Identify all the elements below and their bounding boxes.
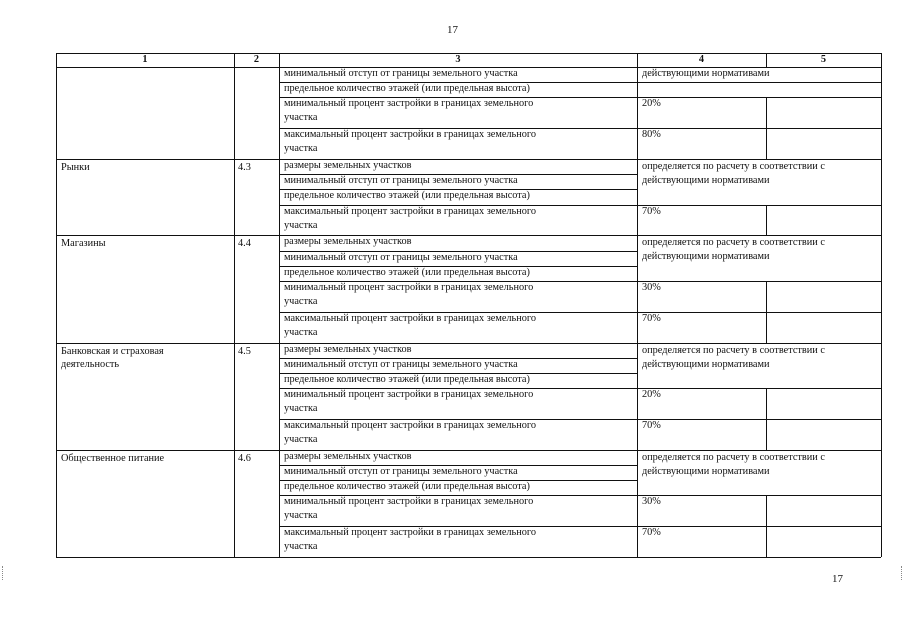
merged-value-text: действующими нормативами [642, 251, 770, 263]
parameter-text: минимальный процент застройки в границах земельного [284, 496, 534, 508]
parameter-text: предельное количество этажей (или предельная высота) [284, 481, 530, 493]
column5-divider [766, 495, 767, 526]
row-code: 4.4 [238, 238, 251, 250]
column-header-5: 5 [820, 54, 827, 65]
value-divider [637, 419, 881, 420]
parameter-text: размеры земельных участков [284, 160, 412, 171]
zoning-parameters-table [56, 53, 881, 560]
group-divider [56, 343, 881, 344]
scan-edge-mark [901, 566, 904, 580]
parameter-text: минимальный процент застройки в границах земельного [284, 389, 534, 401]
parameter-text: участка [284, 403, 318, 415]
row-name: Банковская и страховая [61, 345, 164, 357]
parameter-text: минимальный процент застройки в границах земельного [284, 282, 534, 293]
column-header-1: 1 [142, 54, 148, 65]
column-border-4 [881, 53, 882, 557]
value-divider [637, 128, 881, 129]
merged-value-text: определяется по расчету в соответствии с [642, 451, 825, 463]
merged-value-text: действующими нормативами [642, 358, 770, 370]
column-border-0 [56, 53, 57, 557]
scan-edge-mark [2, 566, 5, 580]
value-text: 70% [642, 420, 661, 431]
column5-divider [766, 281, 767, 312]
value-text: 80% [642, 129, 661, 141]
parameter-text: участка [284, 541, 318, 553]
merged-value-text: определяется по расчету в соответствии с [642, 161, 825, 172]
column5-divider [766, 526, 767, 557]
parameter-text: минимальный отступ от границы земельного участка [284, 466, 518, 477]
merged-value-text: определяется по расчету в соответствии с [642, 344, 825, 356]
column-border-3 [637, 53, 638, 557]
parameter-text: предельное количество этажей (или предельная высота) [284, 374, 530, 385]
row-name: Рынки [61, 162, 90, 173]
parameter-text: максимальный процент застройки в границах земельного [284, 129, 537, 141]
value-text: 30% [642, 282, 661, 293]
parameter-text: размеры земельных участков [284, 343, 412, 355]
column-header-4: 4 [698, 54, 705, 65]
value-divider [637, 495, 881, 496]
parameter-text: размеры земельных участков [284, 450, 412, 462]
value-text: 70% [642, 312, 661, 324]
column5-divider [766, 388, 767, 419]
value-divider [637, 82, 881, 83]
value-divider [637, 526, 881, 527]
parameter-text: максимальный процент застройки в границах земельного [284, 205, 537, 217]
column-border-1 [234, 53, 235, 557]
column5-divider [766, 97, 767, 128]
parameter-text: участка [284, 296, 318, 307]
column5-divider [766, 128, 767, 159]
parameter-text: участка [284, 143, 318, 155]
group-divider [56, 450, 881, 451]
value-divider [637, 281, 881, 282]
parameter-text: участка [284, 434, 318, 445]
row-name: Общественное питание [61, 452, 165, 464]
group-divider [56, 159, 881, 160]
column5-divider [766, 205, 767, 236]
parameter-text: предельное количество этажей (или предельная высота) [284, 83, 530, 95]
group-divider [56, 235, 881, 236]
value-text: действующими нормативами [642, 68, 770, 79]
value-text: 70% [642, 205, 661, 217]
merged-value-text: действующими нормативами [642, 465, 770, 477]
parameter-text: участка [284, 219, 318, 231]
column-border-2 [279, 53, 280, 557]
column5-divider [766, 312, 767, 343]
parameter-text: минимальный процент застройки в границах земельного [284, 98, 534, 110]
row-code: 4.5 [238, 345, 251, 357]
parameter-text: предельное количество этажей (или предельная высота) [284, 266, 530, 278]
merged-value-text: определяется по расчету в соответствии с [642, 237, 825, 249]
column5-divider [766, 419, 767, 450]
column-header-2: 2 [253, 54, 260, 65]
column-header-3: 3 [455, 54, 461, 65]
row-code: 4.6 [238, 452, 251, 464]
parameter-text: размеры земельных участков [284, 236, 412, 248]
value-text: 20% [642, 389, 661, 401]
parameter-text: участка [284, 326, 318, 338]
parameter-text: предельное количество этажей (или предельная высота) [284, 190, 530, 202]
parameter-text: минимальный отступ от границы земельного участка [284, 68, 518, 79]
value-divider [637, 388, 881, 389]
value-divider [637, 205, 881, 206]
parameter-text: минимальный отступ от границы земельного участка [284, 175, 518, 187]
row-name: Магазины [61, 238, 106, 250]
parameter-text: минимальный отступ от границы земельного участка [284, 358, 518, 370]
row-code: 4.3 [238, 162, 251, 173]
value-divider [637, 312, 881, 313]
parameter-text: максимальный процент застройки в границах земельного [284, 312, 537, 324]
parameter-text: максимальный процент застройки в границах земельного [284, 420, 537, 431]
parameter-text: участка [284, 510, 318, 522]
value-text: 30% [642, 496, 661, 508]
merged-value-text: действующими нормативами [642, 175, 770, 186]
row-name: деятельность [61, 358, 120, 370]
group-divider [56, 557, 881, 558]
value-text: 20% [642, 98, 661, 110]
parameter-text: максимальный процент застройки в границах земельного [284, 527, 537, 539]
page-number-bottom: 17 [832, 573, 843, 585]
value-text: 70% [642, 527, 661, 539]
value-divider [637, 97, 881, 98]
header-col5-divider [766, 53, 767, 67]
parameter-text: минимальный отступ от границы земельного участка [284, 251, 518, 263]
parameter-text: участка [284, 112, 318, 124]
page-number-top: 17 [447, 24, 458, 36]
